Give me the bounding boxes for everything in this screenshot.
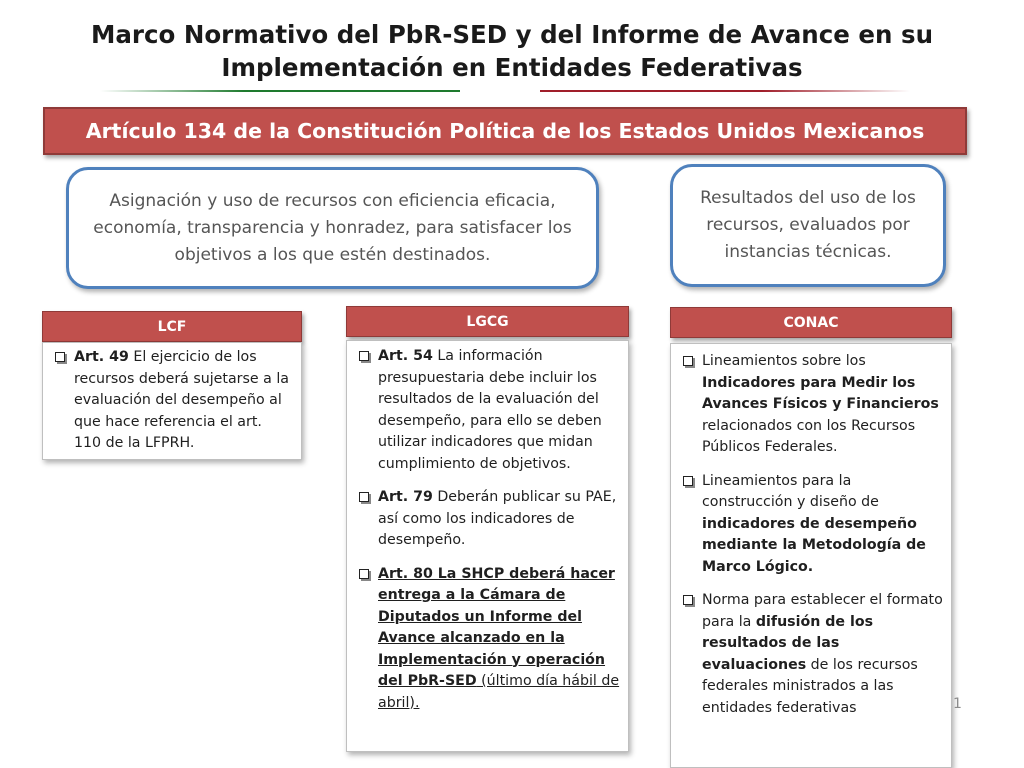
lgcg-header — [346, 306, 629, 337]
article-ref: Art. 54 — [378, 348, 433, 364]
conac-header — [670, 307, 952, 338]
list-item — [683, 590, 943, 719]
resource-allocation-oval — [66, 167, 599, 289]
lcf-header-label: LCF — [157, 318, 187, 335]
results-evaluation-oval — [670, 164, 946, 287]
item-text-bold: Indicadores para Medir los Avances Físicos y Financieros — [702, 374, 939, 412]
item-text-post: relacionados con los Recursos Públicos Federales. — [702, 417, 916, 455]
item-text-pre: Norma para establecer el formato para la — [702, 592, 943, 630]
article-ref: Art. 49 — [74, 349, 129, 365]
checkbox-bullet-icon — [359, 351, 369, 361]
banner-text: Artículo 134 de la Constitución Política de los Estados Unidos Mexicanos — [85, 119, 925, 143]
title-line-1: Marco Normativo del PbR-SED y del Informe de Avance en su — [90, 20, 934, 49]
item-text-bold: difusión de los resultados de las evaluaciones — [702, 613, 874, 673]
article-deadline: (último día hábil de abril). — [378, 673, 620, 711]
checkbox-bullet-icon — [55, 352, 65, 362]
lcf-header — [42, 311, 302, 342]
checkbox-bullet-icon — [683, 476, 693, 486]
lcf-content-box — [42, 342, 302, 460]
article-text: El ejercicio de los recursos deberá sujetarse a la evaluación del desempeño al que hace referencia el art. 110 de la LFPRH. — [74, 349, 289, 451]
list-item — [359, 487, 620, 552]
resource-allocation-text: Asignación y uso de recursos con eficiencia eficacia, economía, transparencia y honradez, para satisfacer los objetivos a los que estén destinados. — [93, 190, 572, 265]
title-divider-red — [540, 90, 910, 92]
page-number: 1 — [953, 696, 962, 712]
list-item — [359, 346, 620, 475]
checkbox-bullet-icon — [683, 356, 693, 366]
item-text-bold: indicadores de desempeño mediante la Metodología de Marco Lógico. — [702, 515, 926, 575]
article-text: Deberán publicar su PAE, así como los indicadores de desempeño. — [378, 489, 617, 548]
conac-header-label: CONAC — [783, 314, 839, 331]
list-item — [55, 347, 293, 455]
list-item — [359, 564, 620, 715]
checkbox-bullet-icon — [683, 595, 693, 605]
conac-content-box — [670, 343, 952, 768]
checkbox-bullet-icon — [359, 492, 369, 502]
lgcg-header-label: LGCG — [466, 313, 509, 330]
item-text-pre: Lineamientos sobre los — [702, 353, 866, 369]
lgcg-content-box — [346, 340, 629, 752]
article-ref: Art. 79 — [378, 489, 433, 505]
title-divider-green — [100, 90, 460, 92]
results-evaluation-text: Resultados del uso de los recursos, evaluados por instancias técnicas. — [700, 188, 916, 262]
article-text: La información presupuestaria debe incluir los resultados de la evaluación del desempeño, para ello se deben utilizar indicadores que midan cumplimiento de objetivos. — [378, 348, 602, 472]
title-line-2: Implementación en Entidades Federativas — [221, 53, 803, 82]
checkbox-bullet-icon — [359, 569, 369, 579]
list-item — [683, 351, 943, 459]
list-item — [683, 471, 943, 579]
item-text-post: de los recursos federales ministrados a las entidades federativas — [702, 656, 918, 716]
slide-title — [60, 18, 964, 84]
article-134-banner — [43, 107, 967, 155]
article-ref-emphasis: Art. 80 La SHCP deberá hacer entrega a la Cámara de Diputados un Informe del Avance alcanzado en la Implementación y operación del PbR-SED — [378, 565, 615, 689]
item-text-pre: Lineamientos para la construcción y diseño de — [702, 472, 879, 510]
